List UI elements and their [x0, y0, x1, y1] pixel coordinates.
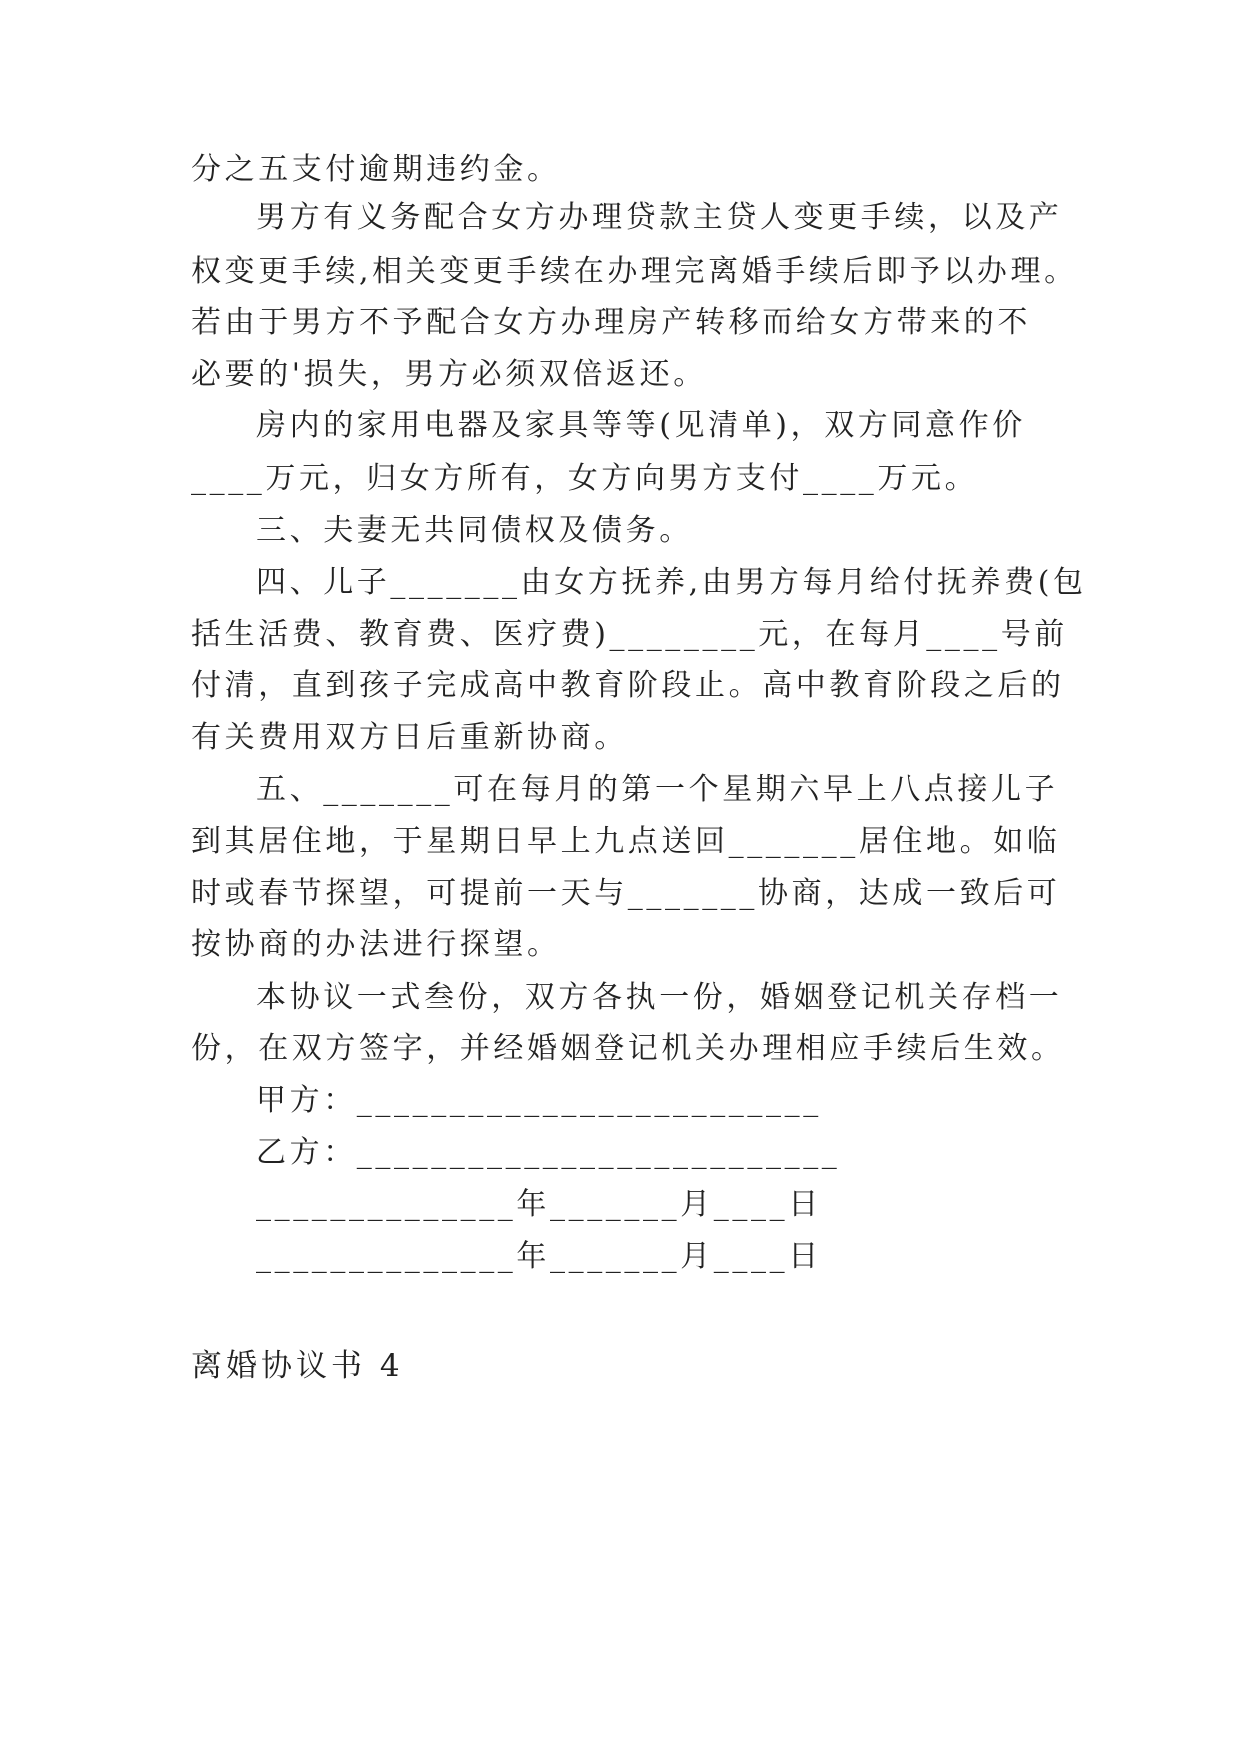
- text-line: 分之五支付逾期违约金。: [191, 152, 561, 187]
- paragraph-start: 三、夫妻无共同债权及债务。: [256, 513, 693, 548]
- signature-line-party-a: 甲方：_________________________: [256, 1083, 822, 1118]
- text-line: 份，在双方签字，并经婚姻登记机关办理相应手续后生效。: [191, 1031, 1065, 1066]
- section-heading: 离婚协议书 4: [191, 1348, 404, 1384]
- text-line: 权变更手续,相关变更手续在办理完离婚手续后即予以办理。: [191, 254, 1078, 289]
- text-line: 括生活费、教育费、医疗费)________元，在每月____号前: [191, 617, 1068, 652]
- text-line: 付清，直到孩子完成高中教育阶段止。高中教育阶段之后的: [191, 668, 1065, 703]
- paragraph-start: 四、儿子_______由女方抚养,由男方每月给付抚养费(包: [256, 565, 1087, 600]
- paragraph-start: 男方有义务配合女方办理贷款主贷人变更手续，以及产: [256, 200, 1063, 235]
- paragraph-start: 五、_______可在每月的第一个星期六早上八点接儿子: [256, 772, 1059, 807]
- paragraph-start: 本协议一式叁份，双方各执一份，婚姻登记机关存档一: [256, 980, 1063, 1015]
- date-line: ______________年_______月____日: [256, 1239, 822, 1274]
- text-line: 必要的'损失，男方必须双倍返还。: [191, 357, 707, 392]
- text-line: 按协商的办法进行探望。: [191, 927, 561, 962]
- signature-line-party-b: 乙方：__________________________: [256, 1135, 841, 1170]
- paragraph-start: 房内的家用电器及家具等等(见清单)，双方同意作价: [256, 408, 1026, 443]
- text-line: 时或春节探望，可提前一天与_______协商，达成一致后可: [191, 876, 1061, 911]
- text-line: ____万元，归女方所有，女方向男方支付____万元。: [191, 461, 979, 496]
- text-line: 到其居住地，于星期日早上九点送回_______居住地。如临: [191, 824, 1061, 859]
- text-line: 有关费用双方日后重新协商。: [191, 720, 628, 755]
- date-line: ______________年_______月____日: [256, 1187, 822, 1222]
- text-line: 若由于男方不予配合女方办理房产转移而给女方带来的不: [191, 305, 1031, 340]
